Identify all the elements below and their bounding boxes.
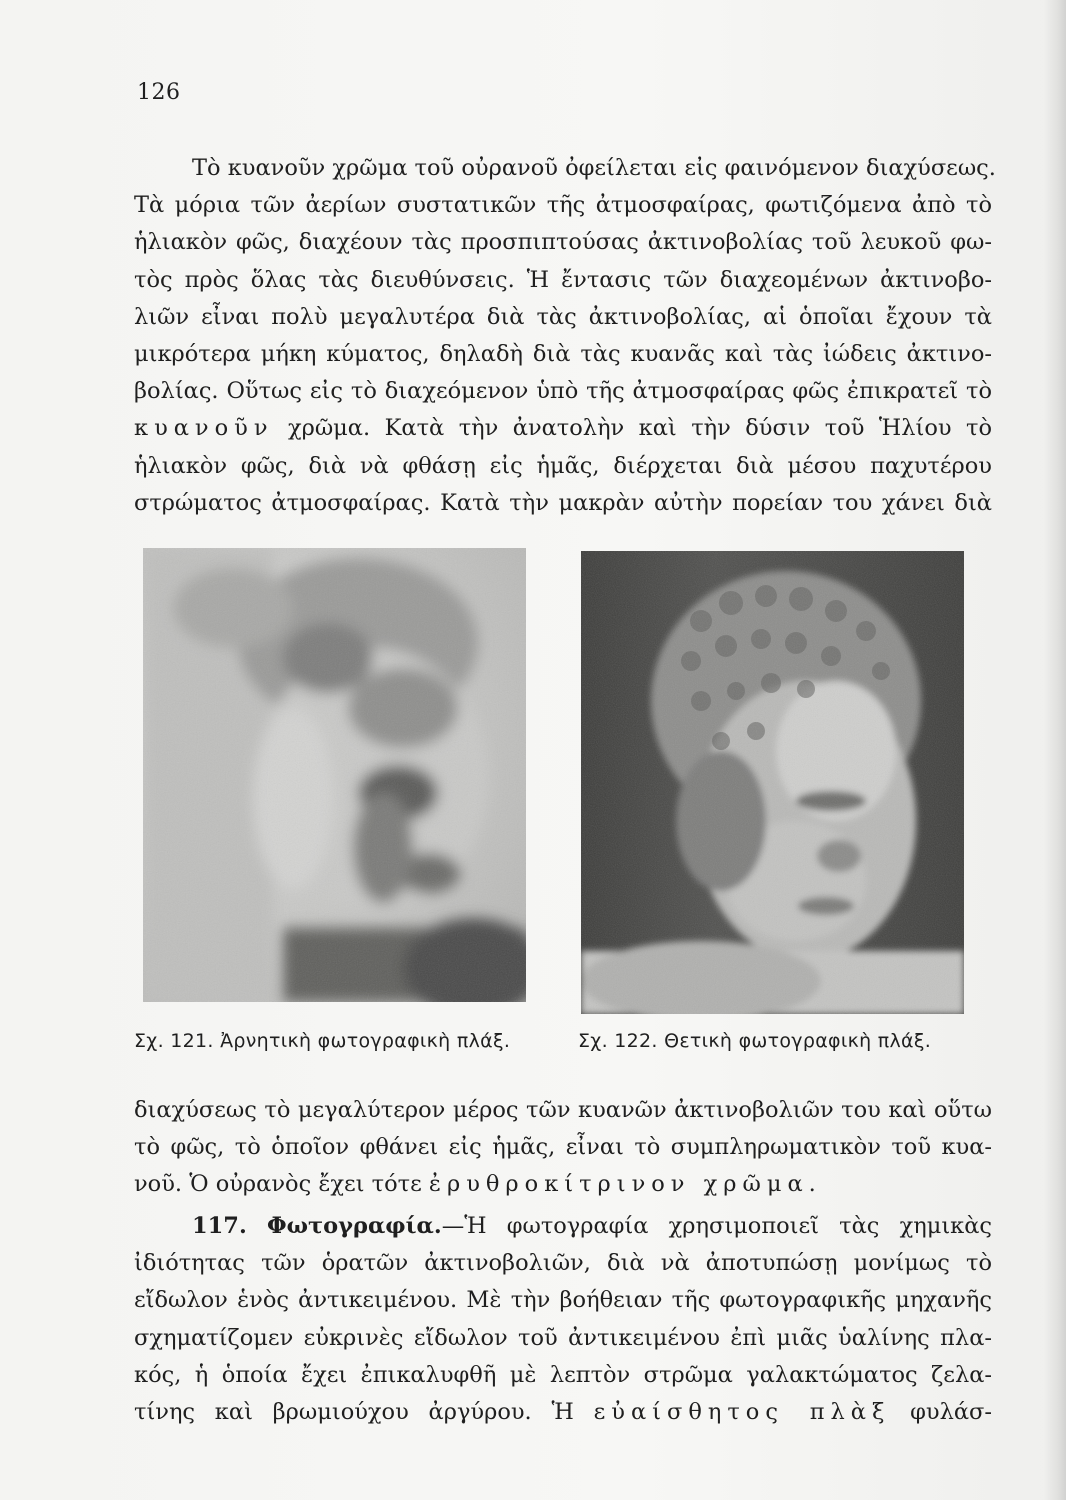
text-line: βολίας. Οὕτως εἰς τὸ διαχεόμενον ὑπὸ τῆς ἀτμοσφαίρας φῶς ἐπικρατεῖ τὸ	[134, 378, 992, 405]
page-edge-shadow	[1044, 0, 1066, 1500]
text-line	[134, 410, 992, 447]
text-span: φυλάσ-	[890, 1399, 992, 1426]
text-span: χρῶμα. Κατὰ τὴν ἀνατολὴν καὶ τὴν δύσιν τοῦ Ἡλίου τὸ	[273, 415, 992, 442]
figure-121-negative-plate-photo	[143, 548, 526, 1002]
text-line: στρώματος ἀτμοσφαίρας. Κατὰ τὴν μακρὰν αὐτὴν πορείαν του χάνει διὰ	[134, 489, 992, 516]
text-span: —Ἡ φωτογραφία χρησιμοποιεῖ τὰς χημικὰς	[441, 1213, 992, 1239]
text-line: εἴδωλον ἑνὸς ἀντικειμένου. Μὲ τὴν βοήθειαν τῆς φωτογραφικῆς μηχανῆς	[134, 1287, 992, 1314]
section-heading-line	[134, 1208, 992, 1245]
emphasized-term: εὐαίσθητος πλὰξ	[593, 1399, 891, 1426]
text-line: λιῶν εἶναι πολὺ μεγαλυτέρα διὰ τὰς ἀκτινοβολίας, αἱ ὁποῖαι ἔχουν τὰ	[134, 303, 992, 330]
text-span: τίνης καὶ βρωμιούχου ἀργύρου. Ἡ	[134, 1399, 594, 1426]
emphasized-term: κυανοῦν	[134, 415, 274, 442]
paragraph-diffusion-continued	[134, 1092, 992, 1204]
text-line: ἰδιότητας τῶν ὁρατῶν ἀκτινοβολιῶν, διὰ νὰ ἀποτυπώσῃ μονίμως τὸ	[134, 1250, 992, 1277]
section-number: 117.	[192, 1213, 247, 1239]
figure-122-caption: Σχ. 122. Θετικὴ φωτογραφικὴ πλάξ.	[578, 1030, 932, 1052]
text-span: νοῦ. Ὁ οὐρανὸς ἔχει τότε	[134, 1171, 429, 1198]
text-line: Τὸ κυανοῦν χρῶμα τοῦ οὐρανοῦ ὀφείλεται εἰς φαινόμενον διαχύσεως.	[192, 155, 996, 181]
text-line: ἡλιακὸν φῶς, διαχέουν τὰς προσπιπτούσας ἀκτινοβολίας τοῦ λευκοῦ φω-	[134, 229, 992, 256]
text-line	[134, 1166, 992, 1203]
text-line: διαχύσεως τὸ μεγαλύτερον μέρος τῶν κυανῶν ἀκτινοβολιῶν του καὶ οὕτω	[134, 1097, 992, 1123]
text-line	[134, 1394, 992, 1431]
page-number: 126	[137, 80, 181, 105]
text-line: τὸ φῶς, τὸ ὁποῖον φθάνει εἰς ἡμᾶς, εἶναι τὸ συμπληρωματικὸν τοῦ κυα-	[134, 1134, 992, 1161]
figure-122-positive-plate-photo	[581, 551, 964, 1014]
text-line: τὸς πρὸς ὅλας τὰς διευθύνσεις. Ἡ ἔντασις τῶν διαχεομένων ἀκτινοβο-	[134, 266, 992, 293]
text-line: σχηματίζομεν εὐκρινὲς εἴδωλον τοῦ ἀντικειμένου ἐπὶ μιᾶς ὑαλίνης πλα-	[134, 1324, 992, 1351]
statue-head-photo-blurred	[143, 548, 526, 1002]
section-title: Φωτογραφία.	[267, 1213, 442, 1239]
figure-121-caption: Σχ. 121. Ἀρνητικὴ φωτογραφικὴ πλάξ.	[134, 1030, 511, 1052]
text-line: Τὰ μόρια τῶν ἀερίων συστατικῶν τῆς ἀτμοσφαίρας, φωτιζόμενα ἀπὸ τὸ	[134, 192, 992, 219]
emphasized-term: ἐρυθροκίτρινον χρῶμα.	[428, 1171, 822, 1198]
paragraph-sky-color	[134, 150, 996, 522]
statue-head-photo-sharp	[581, 551, 964, 1014]
text-line: ἡλιακὸν φῶς, διὰ νὰ φθάσῃ εἰς ἡμᾶς, διέρχεται διὰ μέσου παχυτέρου	[134, 452, 992, 479]
section-photography	[134, 1208, 992, 1431]
text-line: μικρότερα μήκη κύματος, δηλαδὴ διὰ τὰς κυανᾶς καὶ τὰς ἰώδεις ἀκτινο-	[134, 341, 992, 368]
text-line: κός, ἡ ὁποία ἔχει ἐπικαλυφθῆ μὲ λεπτὸν στρῶμα γαλακτώματος ζελα-	[134, 1361, 992, 1388]
